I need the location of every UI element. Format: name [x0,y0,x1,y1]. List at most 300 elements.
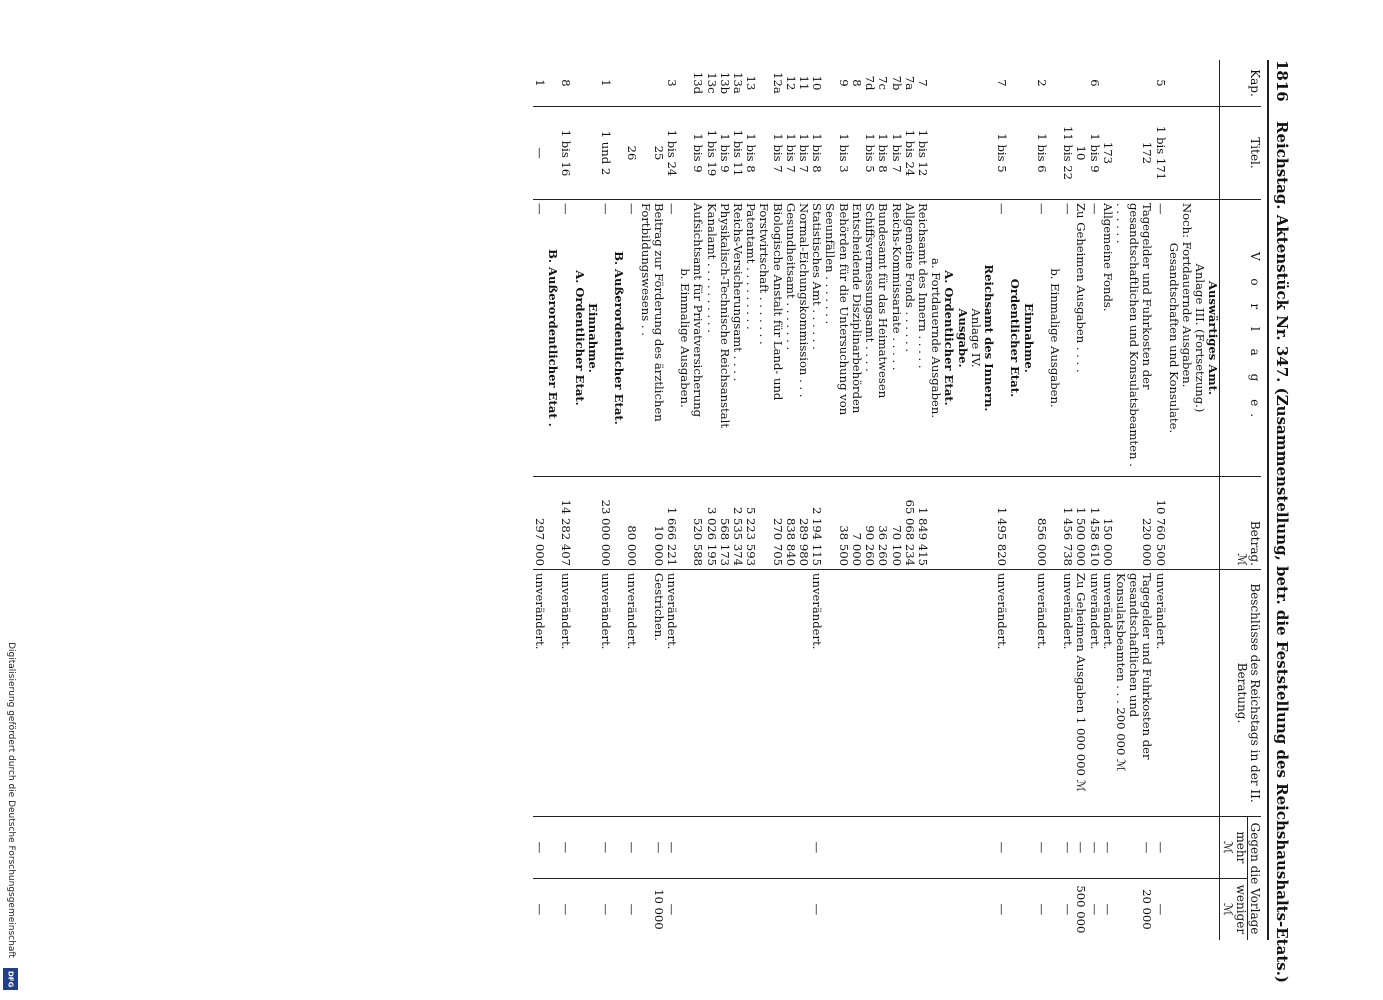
cell-titel [850,107,863,200]
cell-beschluss [797,570,810,817]
cell-mehr: — [665,817,678,879]
cell-mehr: — [1087,817,1100,879]
cell-mehr [546,817,559,879]
cell-kap [1101,60,1114,107]
cell-kap [1061,60,1074,107]
cell-weniger [889,878,902,940]
cell-betrag [546,477,559,570]
table-row [625,60,638,940]
cell-kap [638,60,664,107]
cell-vorlage: Allgemeine Fonds . . . . . . [903,200,916,477]
cell-kap: 13 [744,75,759,91]
cell-titel: 1 bis 11 [731,107,744,200]
cell-weniger [955,878,968,940]
cell-vorlage: Einnahme. [1021,200,1034,477]
cell-kap: 12 [783,75,798,91]
cell-vorlage: Aufsichtsamt für Privatversicherung [691,200,704,477]
page-number: 1816 [1273,60,1291,102]
cell-titel [1048,107,1061,200]
cell-betrag [572,477,585,570]
table-body [533,60,1220,940]
cell-vorlage: Noch: Fortdauernde Ausgaben. [1180,200,1193,477]
cell-vorlage: — [625,200,638,477]
table-row [850,60,863,940]
mehr-unit: ℳ [1220,840,1235,854]
cell-weniger [546,878,559,940]
cell-mehr: — [1153,817,1166,879]
cell-betrag: 1 458 610 [1087,477,1100,570]
table-row [533,60,546,940]
cell-beschluss [969,570,982,817]
cell-weniger [704,878,717,940]
cell-vorlage: — [559,200,572,477]
table-row [1180,60,1193,940]
cell-betrag: 150 000 [1101,477,1114,570]
cell-weniger: — [1061,878,1074,940]
cell-beschluss: unverändert. [665,570,678,817]
cell-betrag: 3 026 195 [704,477,717,570]
cell-mehr [797,817,810,879]
table-row [1153,60,1166,940]
cell-titel: 1 bis 8 [876,107,889,200]
col-header-kap: Kap. [1220,60,1261,107]
weniger-label: weniger [1233,884,1248,935]
cell-weniger [731,878,744,940]
cell-beschluss [1008,570,1021,817]
table-row [1101,60,1114,940]
cell-beschluss [784,570,797,817]
cell-vorlage: A. Ordentlicher Etat. [942,200,955,477]
cell-kap: 2 [1034,79,1049,87]
cell-betrag [969,477,982,570]
cell-titel: 11 bis 22 [1061,107,1074,200]
cell-titel: 1 bis 19 [704,107,717,200]
cell-vorlage: — [533,200,546,477]
cell-vorlage: — [995,200,1008,477]
cell-mehr: — [638,817,664,879]
cell-mehr [889,817,902,879]
cell-titel [1021,107,1034,200]
cell-kap: 6 [1087,79,1102,87]
cell-mehr [903,817,916,879]
cell-mehr [744,817,757,879]
cell-weniger [718,878,731,940]
cell-beschluss [942,570,955,817]
weniger-unit: ℳ [1220,902,1235,916]
cell-betrag: 1 456 738 [1061,477,1074,570]
table-row [823,60,849,940]
cell-weniger: — [1101,878,1114,940]
cell-titel [929,107,942,200]
cell-beschluss [678,570,691,817]
cell-weniger [969,878,982,940]
cell-mehr: — [559,817,572,879]
table-row [955,60,968,940]
cell-beschluss [586,570,599,817]
table-row [876,60,889,940]
cell-mehr [718,817,731,879]
cell-titel [546,107,559,200]
cell-titel [586,107,599,200]
cell-weniger [757,878,783,940]
cell-betrag: 70 100 [889,477,902,570]
cell-weniger [929,878,942,940]
cell-kap [1114,60,1154,107]
cell-mehr [863,817,876,879]
cell-mehr: — [810,817,823,879]
cell-betrag [1167,477,1180,570]
cell-titel: 1 bis 24 [903,107,916,200]
cell-vorlage: Kanalamt . . . . . . . . . . [704,200,717,477]
cell-betrag: 2 194 115 [810,477,823,570]
cell-titel: 10 [1074,107,1087,200]
cell-mehr [1048,817,1061,879]
cell-betrag: 520 588 [691,477,704,570]
cell-vorlage: Ausgabe. [955,200,968,477]
cell-mehr: — [995,817,1008,879]
col-header-titel: Titel. [1220,107,1261,200]
table-row [784,60,797,940]
cell-kap: 10 [810,75,825,91]
cell-mehr [678,817,691,879]
cell-mehr: — [533,817,546,879]
cell-beschluss [929,570,942,817]
cell-weniger: 20 000 [1114,878,1154,940]
table-row [1114,60,1154,940]
cell-titel: 1 bis 6 [1035,107,1048,200]
cell-beschluss: unverändert. [810,570,823,817]
cell-kap: 5 [1153,79,1168,87]
cell-titel: — [533,107,546,200]
cell-mehr [757,817,783,879]
table-row [1074,60,1087,940]
cell-betrag [1008,477,1021,570]
cell-kap: 7b [889,75,904,91]
cell-weniger [678,878,691,940]
dfg-logo: DFG [3,968,18,990]
table-row [1167,60,1180,940]
table-row [638,60,664,940]
cell-weniger: — [599,878,612,940]
cell-kap: 9 [836,79,851,87]
cell-beschluss: unverändert. [1087,570,1100,817]
cell-vorlage: — [1035,200,1048,477]
cell-mehr [942,817,955,879]
table-row [889,60,902,940]
table-row [718,60,731,940]
cell-vorlage: Behörden für die Untersuchung von Seeunfällen . . . . . . . [823,200,849,477]
cell-betrag [1021,477,1034,570]
cell-kap: 7d [863,75,878,91]
col-header-mehr [1220,817,1247,879]
cell-titel: 1 bis 171 [1153,107,1166,200]
cell-beschluss: unverändert. [599,570,612,817]
cell-betrag: 36 260 [876,477,889,570]
cell-kap [982,60,995,107]
cell-titel: 1 bis 24 [665,107,678,200]
cell-weniger [903,878,916,940]
cell-titel [572,107,585,200]
cell-weniger: — [559,878,572,940]
cell-titel: 1 bis 9 [718,107,731,200]
cell-vorlage: Entscheidende Disziplinarbehörden [850,200,863,477]
cell-betrag: 10 000 [638,477,664,570]
table-row [982,60,995,940]
cell-beschluss: Gestrichen. [638,570,664,817]
cell-vorlage: B. Außerordentlicher Etat. [612,200,625,477]
col-header-betrag [1220,477,1261,570]
cell-vorlage: — [1087,200,1100,477]
cell-vorlage: Statistisches Amt . . . . . . [810,200,823,477]
cell-kap: 8 [559,79,574,87]
cell-mehr: — [625,817,638,879]
cell-kap [969,60,982,107]
cell-mehr [586,817,599,879]
cell-kap: 13d [691,71,706,95]
cell-betrag: 220 000 [1114,477,1154,570]
cell-kap [1167,60,1180,107]
cell-vorlage: Reichsamt des Innern . . . . . [916,200,929,477]
cell-mehr: — [1114,817,1154,879]
cell-kap: 13b [717,71,732,95]
cell-kap [1074,60,1087,107]
cell-vorlage: Biologische Anstalt für Land- und Forstwirtschaft . . . . . . . [757,200,783,477]
cell-betrag: 289 980 [797,477,810,570]
credit-text: Digitalisierung gefördert durch die Deutsche Forschungsgemeinschaft [6,642,16,958]
cell-titel: 1 bis 7 [784,107,797,200]
cell-betrag [942,477,955,570]
cell-mehr [1021,817,1034,879]
table-row [969,60,982,940]
cell-beschluss [1180,570,1193,817]
cell-vorlage: Anlage III. (Fortsetzung.) [1193,200,1206,477]
cell-vorlage: Reichsamt des Innern. [982,200,995,477]
table-row [546,60,559,940]
cell-titel [1167,107,1180,200]
cell-betrag: 38 500 [823,477,849,570]
cell-weniger [916,878,929,940]
cell-beschluss [546,570,559,817]
cell-weniger: — [1087,878,1100,940]
cell-weniger [586,878,599,940]
cell-kap: 8 [849,79,864,87]
cell-titel: 1 bis 9 [1087,107,1100,200]
cell-beschluss [863,570,876,817]
cell-kap [1193,60,1206,107]
digitization-credit [0,0,22,1000]
cell-beschluss [744,570,757,817]
cell-kap: 7 [995,79,1010,87]
cell-betrag [982,477,995,570]
document-page [88,60,1293,984]
table-row [586,60,599,940]
table-row [665,60,678,940]
cell-titel: 1 bis 5 [995,107,1008,200]
cell-titel: 1 bis 7 [797,107,810,200]
cell-mehr [823,817,849,879]
cell-beschluss: unverändert. [533,570,546,817]
cell-mehr: — [599,817,612,879]
table-row [559,60,572,940]
cell-weniger: — [995,878,1008,940]
cell-kap [572,60,585,107]
cell-mehr: — [1035,817,1048,879]
cell-weniger [850,878,863,940]
cell-vorlage: Ordentlicher Etat. [1008,200,1021,477]
col-header-beschluesse: Beschlüsse des Reichstags in der II. Beratung. [1220,570,1261,817]
cell-weniger [982,878,995,940]
cell-titel: 1 bis 5 [863,107,876,200]
cell-beschluss [823,570,849,817]
cell-titel: 1 bis 8 [744,107,757,200]
cell-betrag [929,477,942,570]
cell-titel: 1 bis 8 [810,107,823,200]
cell-weniger [1167,878,1180,940]
cell-mehr [982,817,995,879]
cell-beschluss [572,570,585,817]
cell-weniger [863,878,876,940]
table-row [929,60,942,940]
cell-vorlage: Reichs-Kommissariate . . . . . [889,200,902,477]
mehr-label: mehr [1233,831,1248,864]
cell-vorlage: Bundesamt für das Heimatwesen [876,200,889,477]
cell-beschluss [718,570,731,817]
cell-beschluss: Zu Geheimen Ausgaben 1 000 000 ℳ [1074,570,1087,817]
cell-betrag: 65 068 234 [903,477,916,570]
cell-betrag [612,477,625,570]
cell-kap [1008,60,1021,107]
cell-mehr [916,817,929,879]
cell-weniger [797,878,810,940]
cell-beschluss [889,570,902,817]
cell-mehr [929,817,942,879]
cell-vorlage: Allgemeine Fonds. [1101,200,1114,477]
cell-mehr [876,817,889,879]
cell-vorlage: b. Einmalige Ausgaben. [1048,200,1061,477]
cell-kap [546,60,559,107]
cell-beschluss [1021,570,1034,817]
cell-kap [625,60,638,107]
table-row [757,60,783,940]
cell-mehr [731,817,744,879]
cell-mehr [1193,817,1206,879]
cell-vorlage: Einnahme. [586,200,599,477]
cell-titel [1206,107,1220,200]
cell-kap [612,60,625,107]
cell-betrag: 838 840 [784,477,797,570]
cell-beschluss [691,570,704,817]
page-title: Reichstag. Aktenstück Nr. 347. (Zusammenstellung, betr. die Feststellung des Reichshaushalts-Etats.) [1273,120,1291,984]
cell-mehr [572,817,585,879]
cell-weniger: — [1035,878,1048,940]
cell-titel: 172 [1114,107,1154,200]
cell-beschluss: unverändert. [559,570,572,817]
table-row [1061,60,1074,940]
cell-titel [942,107,955,200]
cell-kap [586,60,599,107]
cell-weniger: 10 000 [638,878,664,940]
cell-weniger: — [665,878,678,940]
cell-kap [1048,60,1061,107]
col-header-gegen: Gegen die Vorlage [1247,817,1261,941]
table-row [599,60,612,940]
cell-mehr: — [1061,817,1074,879]
cell-kap [955,60,968,107]
table-row [1008,60,1021,940]
cell-kap: 13a [731,72,746,94]
cell-titel: 25 [638,107,664,200]
table-row [744,60,757,940]
cell-weniger: — [1153,878,1166,940]
cell-kap: 3 [665,79,680,87]
cell-titel: 1 bis 3 [823,107,849,200]
cell-vorlage: Physikalisch-Technische Reichsanstalt [718,200,731,477]
table-row [916,60,929,940]
cell-weniger [744,878,757,940]
cell-kap: 11 [797,75,812,91]
cell-vorlage: Patentamt . . . . . . . . . [744,200,757,477]
table-row [1193,60,1206,940]
cell-vorlage: Beitrag zur Förderung des ärztlichen Fortbildungswesens . . [638,200,664,477]
cell-betrag: 856 000 [1035,477,1048,570]
cell-beschluss: unverändert. [1035,570,1048,817]
cell-titel [1193,107,1206,200]
cell-betrag: 270 705 [757,477,783,570]
cell-betrag: 568 173 [718,477,731,570]
cell-titel: 1 bis 9 [691,107,704,200]
cell-kap: 12a [770,72,785,94]
cell-beschluss [982,570,995,817]
betrag-label: Betrag. [1248,520,1262,566]
cell-mehr [1206,817,1220,879]
cell-beschluss [903,570,916,817]
cell-betrag [1048,477,1061,570]
cell-weniger: — [810,878,823,940]
cell-vorlage: Reichs-Versicherungsamt . . . . [731,200,744,477]
cell-vorlage: Anlage IV. [969,200,982,477]
cell-kap: 7 [915,79,930,87]
cell-weniger [612,878,625,940]
cell-vorlage: Auswärtiges Amt. [1206,200,1220,477]
cell-mehr [1180,817,1193,879]
cell-titel [955,107,968,200]
table-row [1206,60,1220,940]
cell-betrag [955,477,968,570]
cell-betrag: 297 000 [533,477,546,570]
cell-mehr [969,817,982,879]
cell-betrag: 90 260 [863,477,876,570]
cell-mehr [955,817,968,879]
table-row [691,60,704,940]
cell-kap: 7a [902,75,917,91]
cell-betrag: 2 535 374 [731,477,744,570]
table-row [678,60,691,940]
cell-weniger [1180,878,1193,940]
cell-weniger [1193,878,1206,940]
cell-mehr [691,817,704,879]
table-row [1087,60,1100,940]
cell-titel [612,107,625,200]
cell-mehr: — [1074,817,1087,879]
betrag-unit: ℳ [1234,553,1249,566]
cell-vorlage: Schiffsvermessungsamt . . . . [863,200,876,477]
cell-betrag: 5 223 593 [744,477,757,570]
table-row [942,60,955,940]
cell-titel: 1 bis 12 [916,107,929,200]
cell-weniger [1021,878,1034,940]
table-row [810,60,823,940]
cell-titel: 1 bis 7 [889,107,902,200]
